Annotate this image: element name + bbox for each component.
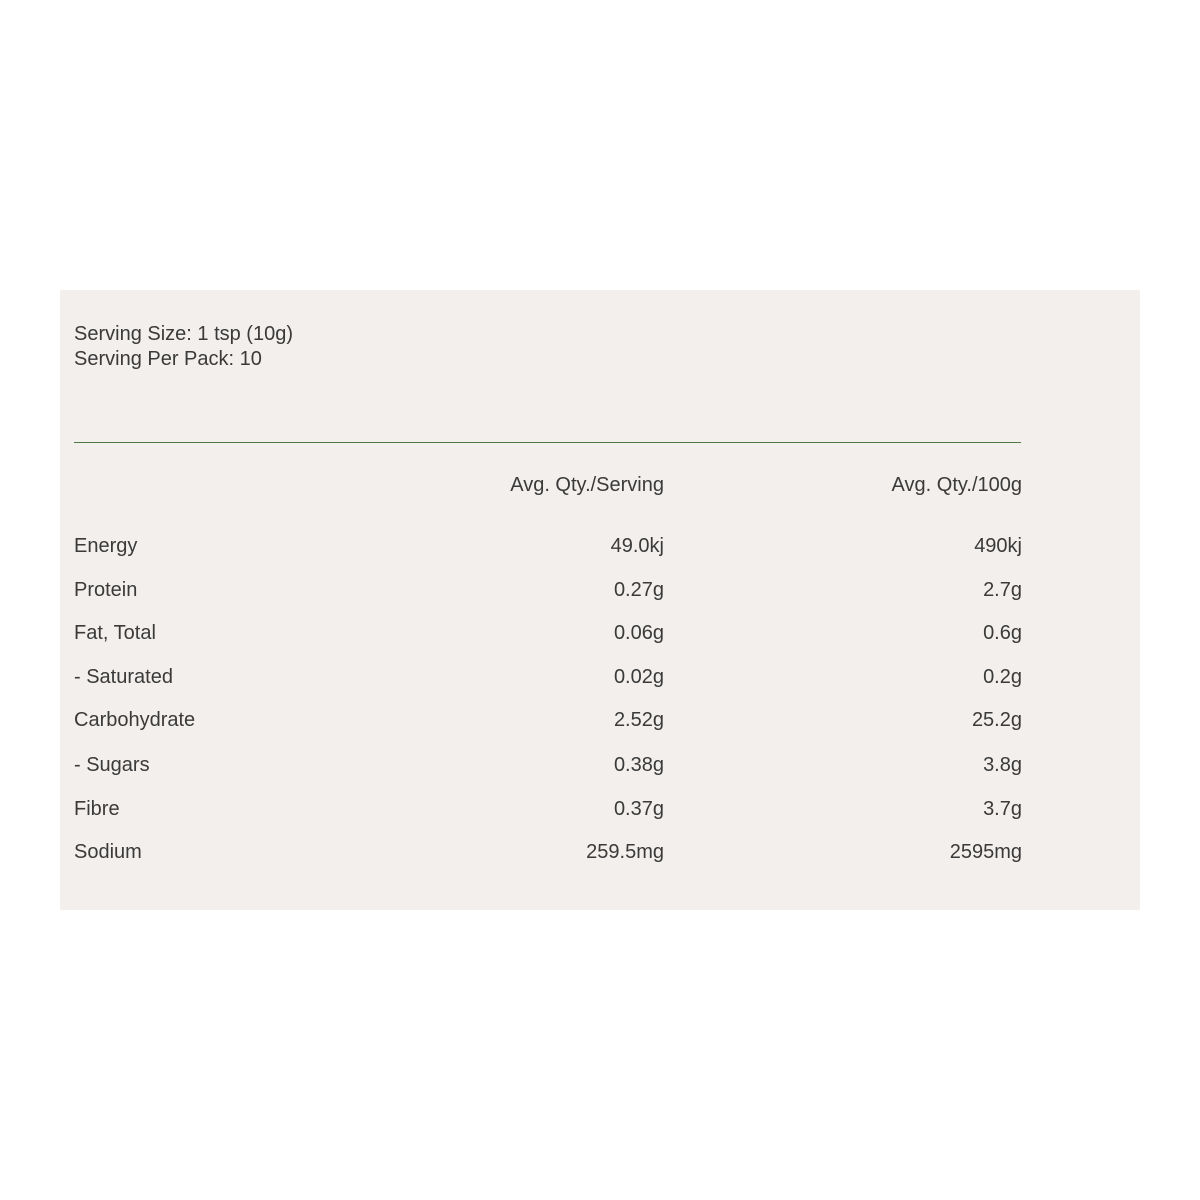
- per-100g-value: 2.7g: [983, 579, 1022, 601]
- per-100g-value: 0.6g: [983, 622, 1022, 644]
- per-serving-value: 49.0kj: [610, 535, 664, 557]
- column-header-per-serving: Avg. Qty./Serving: [510, 474, 664, 496]
- nutrient-label: Protein: [74, 579, 138, 601]
- per-serving-value: 0.06g: [613, 622, 664, 644]
- nutrient-label: Sodium: [74, 841, 142, 863]
- nutrient-label: Fibre: [74, 798, 120, 820]
- serving-info: [74, 322, 293, 372]
- per-100g-value: 25.2g: [971, 709, 1022, 731]
- per-serving-value: 0.37g: [613, 798, 664, 820]
- nutrient-label: Carbohydrate: [74, 709, 196, 731]
- nutrient-label: Energy: [74, 535, 138, 557]
- per-serving-value: 0.38g: [613, 754, 664, 776]
- column-header-per-100g: Avg. Qty./100g: [891, 474, 1022, 496]
- per-100g-value: 490kj: [974, 535, 1022, 557]
- nutrition-panel: [60, 290, 1140, 910]
- nutrient-label: Fat, Total: [74, 622, 156, 644]
- per-100g-value: 3.8g: [983, 754, 1022, 776]
- per-100g-value: 0.2g: [983, 666, 1022, 688]
- per-serving-value: 0.27g: [613, 579, 664, 601]
- per-serving-value: 0.02g: [613, 666, 664, 688]
- divider-line: [74, 442, 1021, 443]
- per-serving-value: 259.5mg: [586, 841, 664, 863]
- per-100g-value: 2595mg: [949, 841, 1022, 863]
- per-100g-value: 3.7g: [983, 798, 1022, 820]
- nutrient-label: - Sugars: [74, 754, 150, 776]
- serving-size: Serving Size: 1 tsp (10g): [74, 323, 293, 345]
- nutrient-label: - Saturated: [74, 666, 173, 688]
- per-serving-value: 2.52g: [613, 709, 664, 731]
- servings-per-pack: Serving Per Pack: 10: [74, 348, 262, 370]
